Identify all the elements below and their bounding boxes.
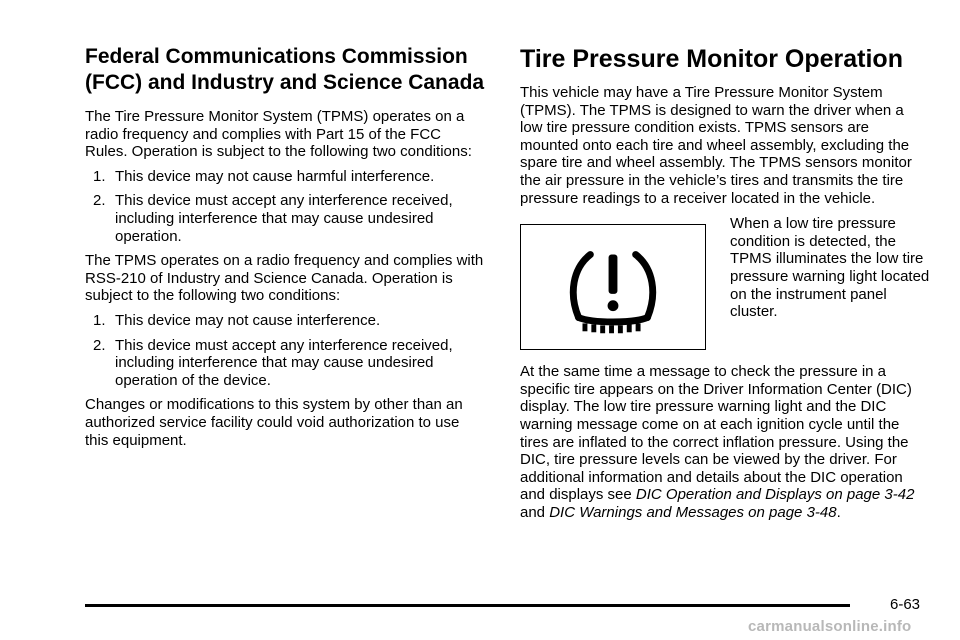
footer-divider (85, 604, 850, 607)
list-item-number: 2. (93, 192, 106, 210)
dic-paragraph (520, 363, 930, 521)
ref-end: . (836, 503, 841, 521)
warning-light-description (730, 215, 930, 321)
rss-intro: The TPMS operates on a radio frequency and complies with RSS-210 of Industry and Science Canada. Operation is subject to the following two conditions: (85, 252, 484, 305)
list-item-number: 1. (93, 311, 106, 329)
fcc-intro: The Tire Pressure Monitor System (TPMS) operates on a radio frequency and complies with Part 15 of the FCC Rules. Operation is subject to the following two conditions: (85, 108, 472, 161)
tpms-heading: Tire Pressure Monitor Operation (520, 45, 903, 73)
dic-operation-link[interactable]: DIC Operation and Displays on page 3-42 (635, 486, 915, 504)
list-item-text: This device may not cause interference. (115, 311, 381, 329)
fcc-heading: Federal Communications Commission (FCC) and Industry and Science Canada (85, 45, 485, 94)
list-item-number: 2. (93, 336, 106, 354)
list-item (85, 192, 485, 245)
list-item-text: This device may not cause harmful interference. (115, 167, 435, 185)
list-item-text: This device must accept any interference received, including interference that may cause undesired operation. (115, 192, 453, 245)
list-item-number: 1. (93, 167, 106, 185)
ref-and: and (520, 503, 550, 521)
tire-pressure-icon (521, 225, 705, 349)
tpms-intro: This vehicle may have a Tire Pressure Monitor System (TPMS). The TPMS is designed to warn the driver when a low tire pressure condition exists. TPMS sensors are mounted onto each tire and wheel assembly, excluding the spare tire and wheel assembly. The TPMS sensors monitor the air pressure in the vehicle’s tires and transmits the tire pressure readings to a receiver located in the vehicle. (520, 84, 912, 207)
list-item (85, 312, 485, 330)
low-tire-pressure-warning-icon (520, 224, 706, 350)
site-watermark: carmanualsonline.info (748, 618, 912, 635)
warning-light-text: When a low tire pressure condition is detected, the TPMS illuminates the low tire pressure warning light located on the instrument panel cluster. (730, 215, 930, 321)
dic-warnings-link[interactable]: DIC Warnings and Messages on page 3-48 (549, 503, 837, 521)
list-item (85, 168, 485, 186)
modifications-notice: Changes or modifications to this system by other than an authorized service facility could void authorization to use this equipment. (85, 396, 463, 449)
rss-conditions-list (85, 312, 485, 389)
fcc-conditions-list (85, 168, 485, 245)
list-item-text: This device must accept any interference received, including interference that may cause undesired operation of the device. (115, 336, 453, 389)
tpms-section (520, 44, 930, 529)
list-item (85, 337, 485, 390)
dic-text: At the same time a message to check the pressure in a specific tire appears on the Driver Information Center (DIC) display. The low tire pressure warning light and the DIC warning message come on at each ignition cycle until the tires are inflated to the correct inflation pressure. Using the DIC, tire pressure levels can be viewed by the driver. For additional information and details about the DIC operation and displays see (520, 363, 912, 504)
page-number: 6-63 (890, 596, 921, 613)
fcc-section (85, 44, 485, 456)
warning-light-block (520, 215, 930, 355)
